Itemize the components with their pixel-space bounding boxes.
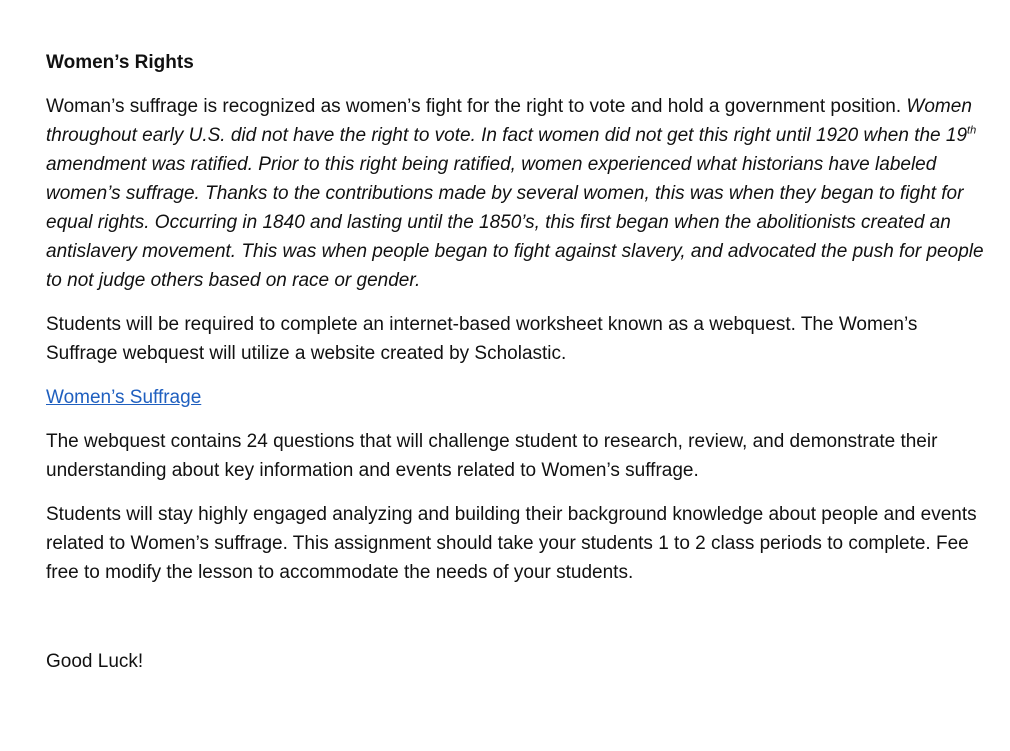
link-paragraph (46, 383, 986, 412)
document-page (46, 48, 986, 691)
webquest-paragraph: Students will be required to complete an internet-based worksheet known as a webquest. The Women’s Suffrage webquest will utilize a website created by Scholastic. (46, 314, 918, 364)
ordinal-suffix: th (967, 124, 977, 137)
closing-line: Good Luck! (46, 651, 144, 672)
intro-paragraph (46, 92, 986, 295)
questions-paragraph: The webquest contains 24 questions that will challenge student to research, review, and demonstrate their understanding about key information and events related to Women’s suffrage. (46, 431, 938, 481)
document-title: Women’s Rights (46, 52, 194, 73)
intro-italic-before-sup: Women throughout early U.S. did not have the right to vote. In fact women did not get this right until 1920 when the 19 (46, 96, 972, 146)
blank-line (46, 602, 986, 647)
womens-suffrage-link[interactable]: Women’s Suffrage (46, 387, 202, 408)
intro-italic-after-sup: amendment was ratified. Prior to this right being ratified, women experienced what historians have labeled women’s suffrage. Thanks to the contributions made by several women, this was when they began to fight for equal rights. Occurring in 1840 and lasting until the 1850’s, this first began when the abolitionists created an antislavery movement. This was when people began to fight against slavery, and advocated the push for people to not judge others based on race or gender. (46, 154, 984, 291)
intro-italic-text (46, 96, 984, 291)
engagement-paragraph: Students will stay highly engaged analyzing and building their background knowledge about people and events related to Women’s suffrage. This assignment should take your students 1 to 2 class periods to complete. Fee free to modify the lesson to accommodate the needs of your students. (46, 504, 977, 583)
intro-first-sentence: Woman’s suffrage is recognized as women’s fight for the right to vote and hold a government position. (46, 96, 902, 117)
